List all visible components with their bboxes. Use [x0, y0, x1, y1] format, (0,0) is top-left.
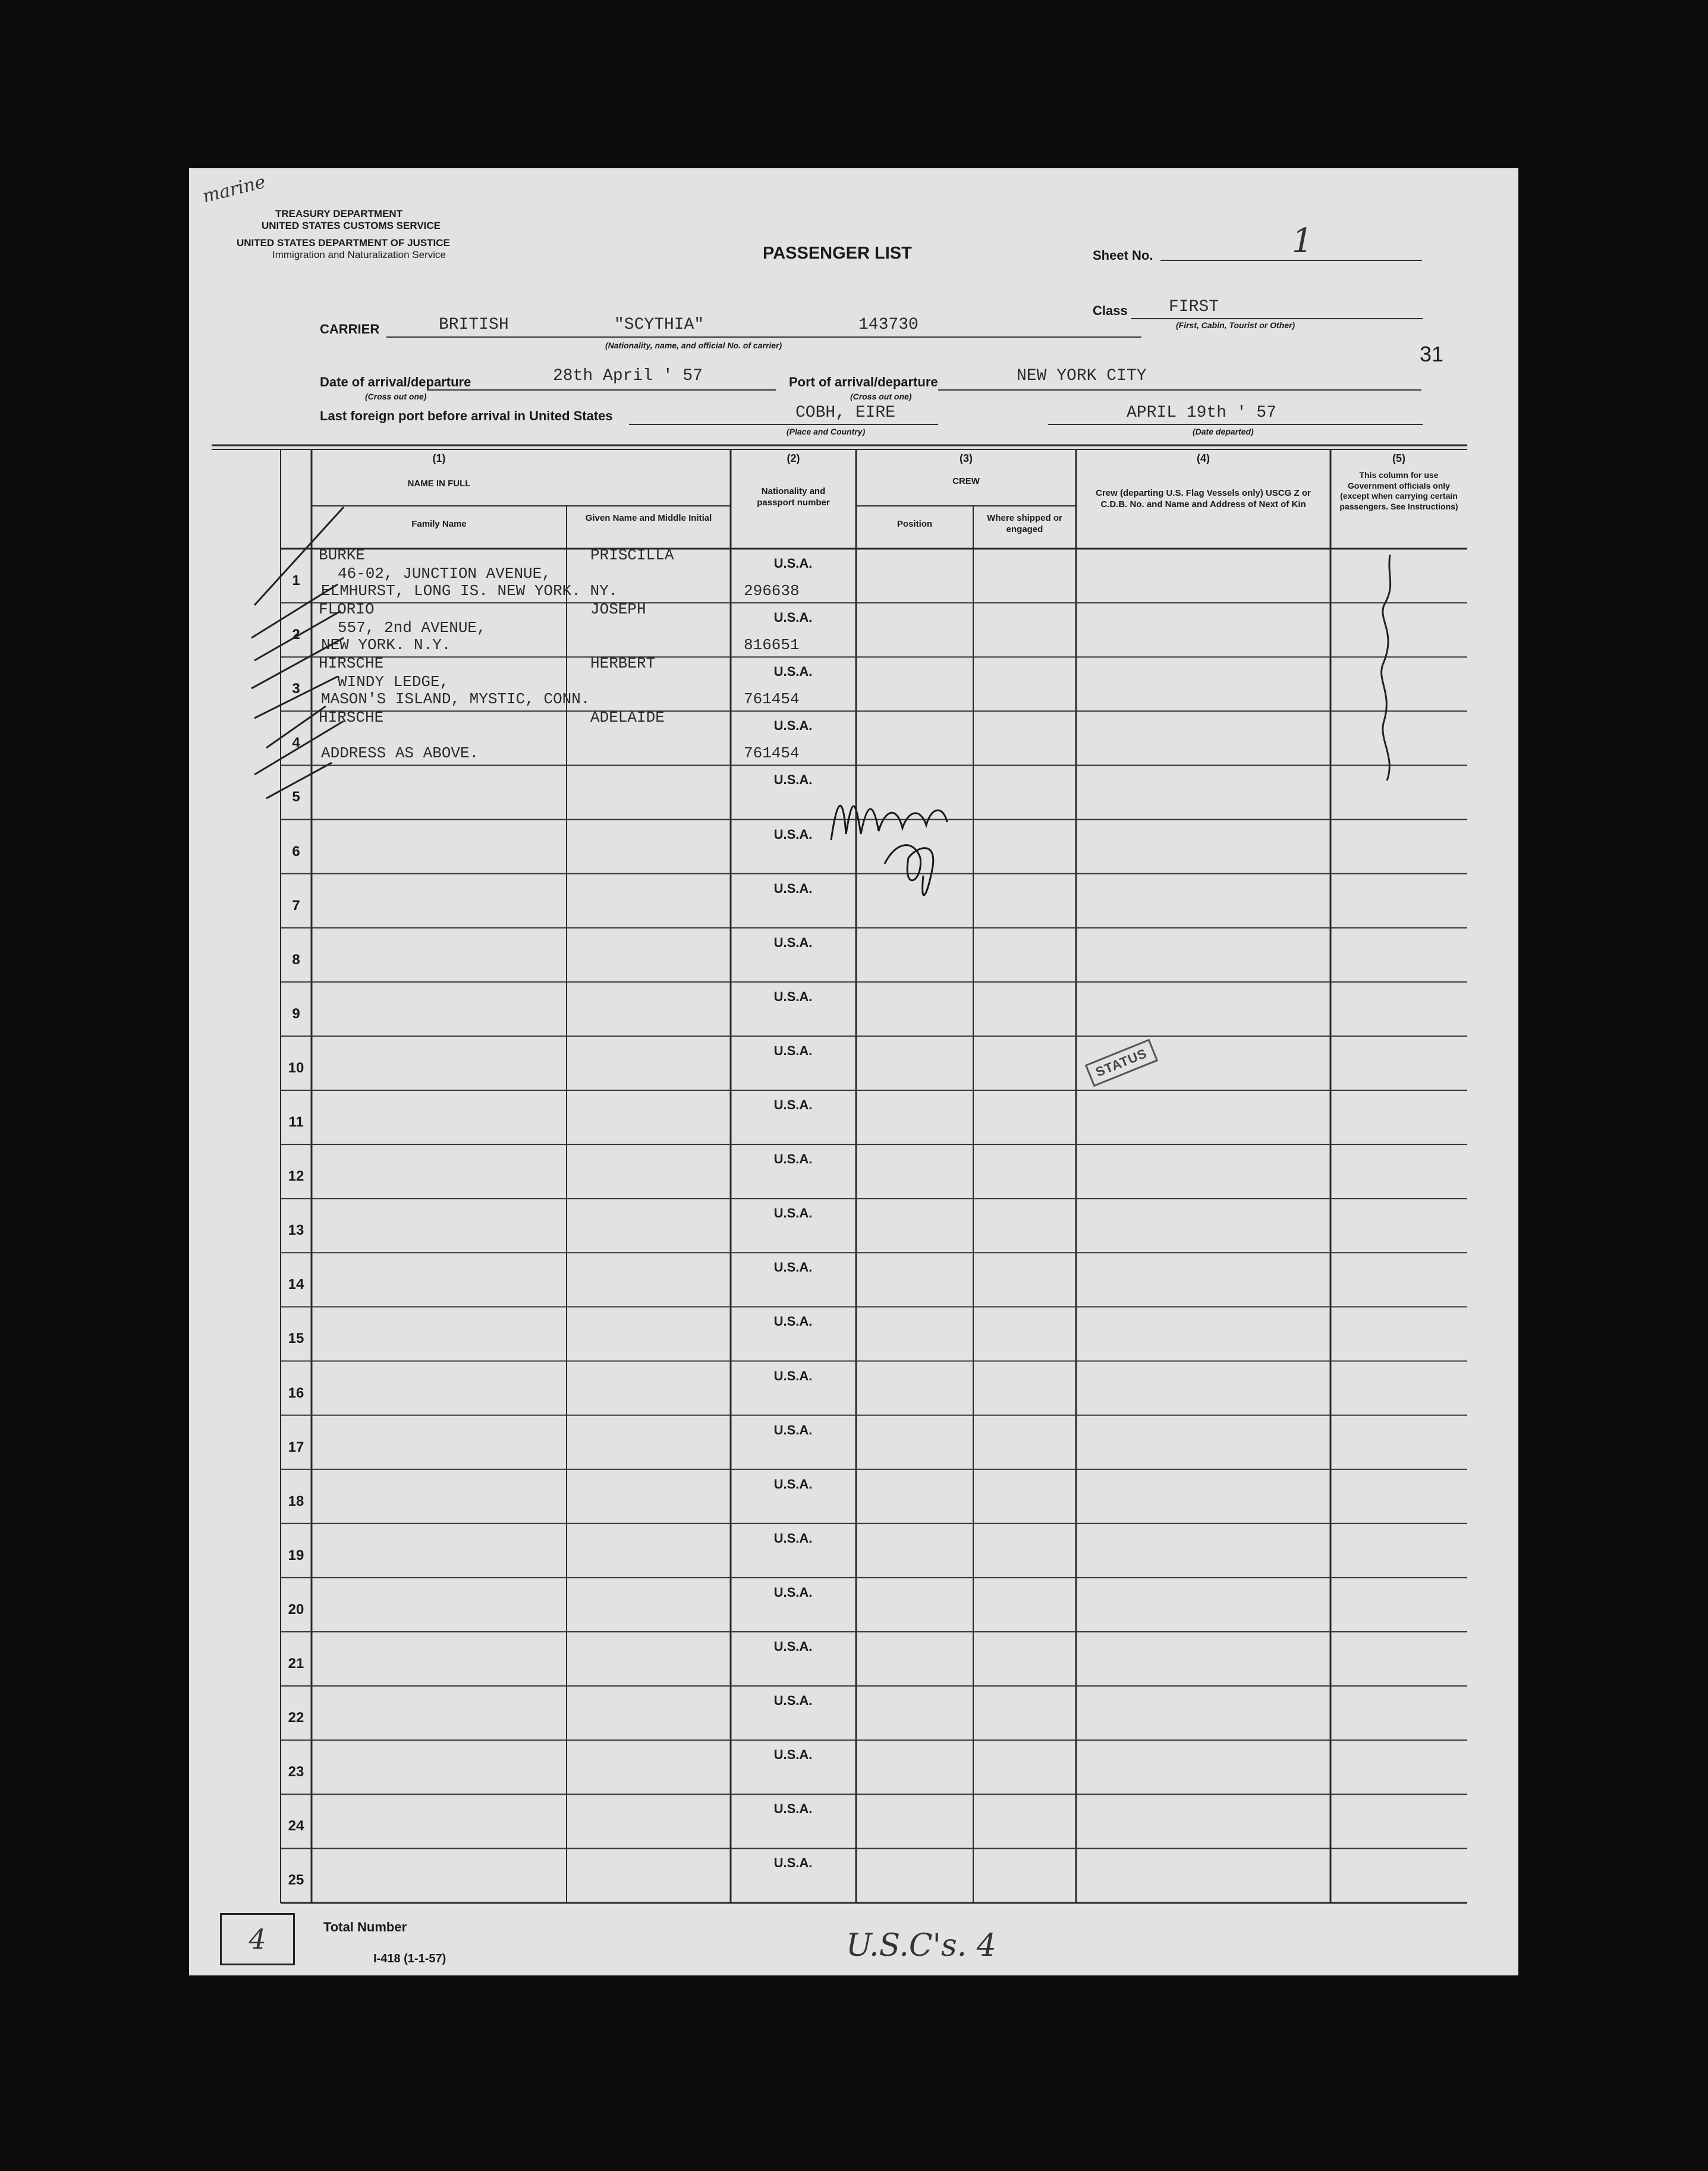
nationality: U.S.A. [773, 880, 813, 896]
nationality: U.S.A. [773, 1422, 813, 1437]
row-number: 16 [288, 1385, 304, 1401]
row-number: 2 [292, 627, 300, 643]
carrier-number: 143730 [858, 316, 919, 334]
given-name: HERBERT [590, 655, 656, 673]
foreign-port-label: Last foreign port before arrival in United States [320, 408, 613, 423]
col2-number: (2) [787, 452, 800, 464]
row-number: 9 [292, 1005, 300, 1022]
row-number: 13 [288, 1222, 304, 1239]
row-number: 5 [292, 789, 300, 806]
passport-number: 296638 [744, 582, 800, 600]
margin-handwriting: marine [200, 171, 268, 207]
nationality: U.S.A. [773, 1693, 813, 1709]
carrier-hint: (Nationality, name, and official No. of carrier) [605, 341, 782, 350]
nationality: U.S.A. [773, 1801, 813, 1817]
total-value: 4 [249, 1923, 266, 1955]
row-number: 1 [292, 572, 300, 589]
address-line-1: 46-02, JUNCTION AVENUE, [338, 565, 551, 583]
where-shipped-header: Where shipped or engaged [987, 513, 1062, 534]
given-name-header: Given Name and Middle Initial [585, 513, 712, 523]
nationality: U.S.A. [773, 1639, 813, 1654]
agency-justice: UNITED STATES DEPARTMENT OF JUSTICE [237, 237, 450, 248]
port-hint: (Cross out one) [850, 392, 912, 401]
nationality: U.S.A. [773, 610, 813, 625]
departed-hint: (Date departed) [1193, 427, 1254, 436]
row-check-marks [189, 168, 1518, 1975]
date-value: 28th April ' 57 [553, 367, 703, 385]
passport-number: 816651 [744, 636, 800, 655]
family-name-header: Family Name [411, 519, 467, 529]
row-number: 19 [288, 1547, 304, 1563]
port-value: NEW YORK CITY [1017, 367, 1147, 385]
nationality: U.S.A. [773, 989, 813, 1004]
form-number: I-418 (1-1-57) [373, 1952, 446, 1965]
date-label: Date of arrival/departure [320, 375, 471, 389]
row-number: 12 [288, 1168, 304, 1185]
row-number: 22 [288, 1710, 304, 1726]
col1-number: (1) [432, 452, 446, 464]
address-line-1: 557, 2nd AVENUE, [338, 619, 486, 637]
nationality: U.S.A. [773, 556, 813, 571]
foreign-port-value: COBH, EIRE [795, 404, 896, 422]
foreign-port-hint: (Place and Country) [787, 427, 866, 436]
nationality: U.S.A. [773, 1747, 813, 1763]
nationality: U.S.A. [773, 1530, 813, 1546]
status-stamp: STATUS [1085, 1039, 1158, 1087]
row-number: 15 [288, 1330, 304, 1347]
family-name: FLORIO [319, 600, 375, 619]
row-number: 4 [292, 735, 300, 751]
address-line-2: ELMHURST, LONG IS. NEW YORK. NY. [321, 582, 618, 600]
col3-title: CREW [952, 476, 980, 486]
passenger-list-sheet [189, 168, 1518, 1975]
row-number: 10 [288, 1059, 304, 1076]
class-hint: (First, Cabin, Tourist or Other) [1176, 320, 1295, 330]
given-name: JOSEPH [590, 600, 646, 619]
row-number: 17 [288, 1439, 304, 1455]
class-label: Class [1093, 303, 1128, 318]
page-title: PASSENGER LIST [763, 244, 912, 263]
signature [819, 775, 998, 911]
passport-number: 761454 [744, 690, 800, 709]
nationality: U.S.A. [773, 772, 813, 788]
port-label: Port of arrival/departure [789, 375, 938, 389]
agency-immigration: Immigration and Naturalization Service [272, 249, 446, 260]
row-number: 20 [288, 1601, 304, 1618]
position-header: Position [897, 519, 933, 529]
address-line-2: MASON'S ISLAND, MYSTIC, CONN. [321, 690, 590, 709]
family-name: BURKE [319, 546, 366, 564]
nationality: U.S.A. [773, 826, 813, 842]
sheet-label: Sheet No. [1093, 248, 1153, 263]
nationality: U.S.A. [773, 1368, 813, 1383]
row-number: 8 [292, 951, 300, 968]
row-number: 11 [288, 1114, 304, 1130]
col1-title: NAME IN FULL [407, 479, 471, 489]
row-number: 6 [292, 843, 300, 860]
address-line-1: WINDY LEDGE, [338, 673, 449, 691]
row-number: 18 [288, 1493, 304, 1509]
carrier-nationality: BRITISH [439, 316, 509, 334]
nationality: U.S.A. [773, 935, 813, 950]
given-name: ADELAIDE [590, 709, 665, 727]
row-number: 3 [292, 681, 300, 697]
nationality: U.S.A. [773, 1314, 813, 1329]
carrier-name: "SCYTHIA" [614, 316, 704, 334]
agency-treasury: TREASURY DEPARTMENT [275, 208, 403, 219]
col2-title: Nationality and passport number [757, 486, 830, 508]
date-hint: (Cross out one) [365, 392, 427, 401]
nationality: U.S.A. [773, 1260, 813, 1275]
col3-number: (3) [960, 452, 973, 464]
passport-number: 761454 [744, 744, 800, 763]
carrier-label: CARRIER [320, 322, 380, 336]
family-name: HIRSCHE [319, 655, 384, 673]
col5-title: This column for use Government officials only (except when carrying certain passengers. See Instructions) [1339, 470, 1458, 511]
nationality: U.S.A. [773, 1043, 813, 1058]
total-box [220, 1913, 295, 1965]
col4-number: (4) [1197, 452, 1210, 464]
family-name: HIRSCHE [319, 709, 384, 727]
row-number: 25 [288, 1872, 304, 1889]
address-line-2: NEW YORK. N.Y. [321, 636, 451, 655]
row-number: 23 [288, 1764, 304, 1780]
nationality: U.S.A. [773, 1206, 813, 1221]
row-number: 14 [288, 1276, 304, 1293]
nationality: U.S.A. [773, 1476, 813, 1492]
given-name: PRISCILLA [590, 546, 674, 564]
row-number: 21 [288, 1656, 304, 1672]
nationality: U.S.A. [773, 664, 813, 679]
nationality: U.S.A. [773, 1584, 813, 1600]
row-number: 7 [292, 897, 300, 914]
handwritten-count: U.S.C's. 4 [846, 1928, 996, 1964]
nationality: U.S.A. [773, 1151, 813, 1167]
departed-date: APRIL 19th ' 57 [1127, 404, 1277, 422]
total-label: Total Number [323, 1920, 407, 1934]
nationality: U.S.A. [773, 1097, 813, 1112]
class-value: FIRST [1169, 298, 1219, 316]
col4-title: Crew (departing U.S. Flag Vessels only) USCG Z or C.D.B. No. and Name and Address of Next of Kin [1096, 488, 1311, 509]
row-number: 24 [288, 1818, 304, 1835]
nationality: U.S.A. [773, 718, 813, 734]
col5-number: (5) [1392, 452, 1405, 464]
agency-customs: UNITED STATES CUSTOMS SERVICE [262, 220, 441, 231]
nationality: U.S.A. [773, 1855, 813, 1871]
sheet-number: 1 [1292, 222, 1313, 260]
page-number: 31 [1420, 342, 1444, 366]
address-line-2: ADDRESS AS ABOVE. [321, 744, 479, 763]
